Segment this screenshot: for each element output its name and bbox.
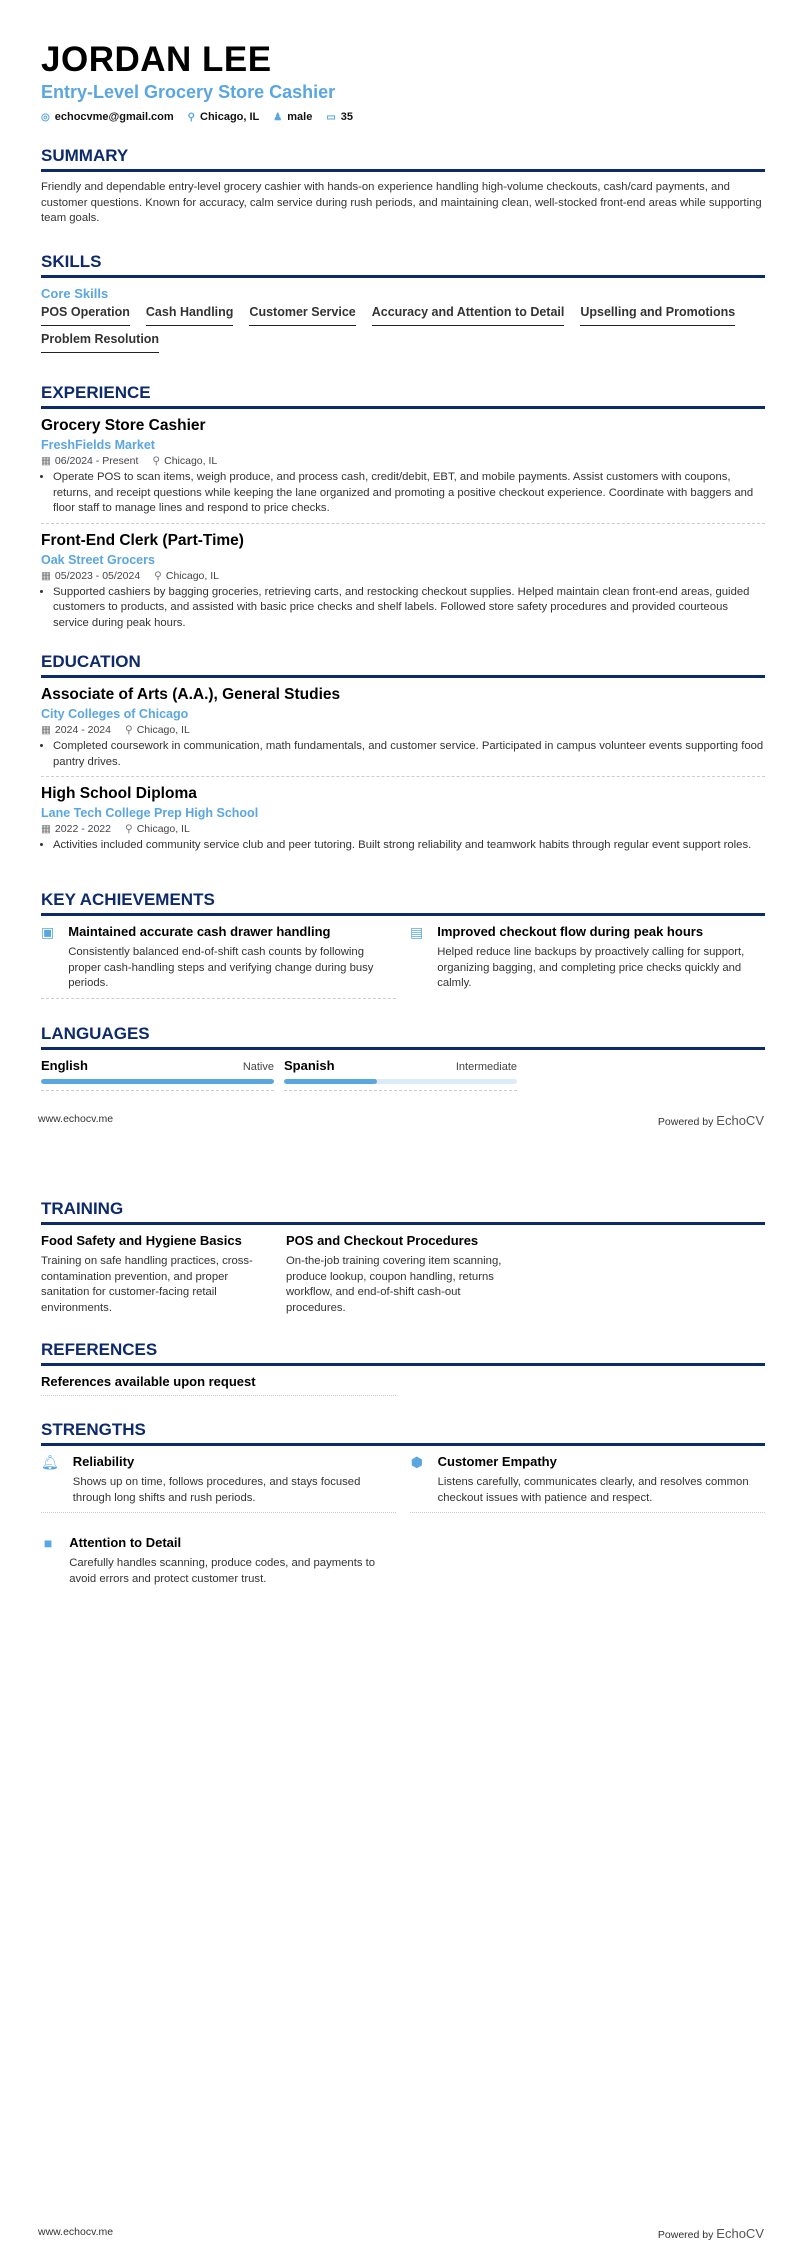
bullet: • Completed coursework in communication, math fundamentals, and customer service. Participated in campus volunteer events supporting food pantry drives. xyxy=(53,739,765,770)
language-name: English xyxy=(41,1058,88,1073)
email-icon: ◎ xyxy=(41,112,50,123)
location: Chicago, IL xyxy=(136,724,190,736)
achievement-title: Improved checkout flow during peak hours xyxy=(437,924,704,939)
summary-section xyxy=(41,146,765,227)
clipboard-icon: ▤ xyxy=(410,924,424,940)
section-heading: LANGUAGES xyxy=(41,1024,765,1050)
achievement-text: Helped reduce line backups by proactively calling for support, organizing bagging, and completing price checks quickly and calmly. xyxy=(437,946,745,989)
bell-icon: 🔔︎ xyxy=(41,1454,59,1470)
section-heading: REFERENCES xyxy=(41,1340,765,1366)
strength-text: Carefully handles scanning, produce codes, and payments to avoid errors and protect customer trust. xyxy=(69,1557,376,1585)
footer-url[interactable]: www.echocv.me xyxy=(38,1113,114,1125)
education-item xyxy=(41,686,765,777)
location-icon: ⚲ xyxy=(124,823,133,835)
section-heading: KEY ACHIEVEMENTS xyxy=(41,890,765,916)
strength-item xyxy=(41,1454,396,1513)
strength-text: Shows up on time, follows procedures, and stays focused through long shifts and rush periods. xyxy=(72,1476,361,1504)
dates: 05/2023 - 05/2024 xyxy=(54,569,141,582)
powered-by: Powered by xyxy=(657,2229,714,2241)
language-item xyxy=(284,1058,517,1091)
strength-item xyxy=(410,1454,765,1513)
cash-register-icon: ▣ xyxy=(41,924,55,940)
location-icon: ⚲ xyxy=(187,112,195,123)
job-title: Entry-Level Grocery Store Cashier xyxy=(41,82,336,102)
dates: 06/2024 - Present xyxy=(54,455,139,467)
calendar-icon: ▦ xyxy=(41,455,51,467)
achievement-item xyxy=(410,924,765,1007)
skills-section xyxy=(41,252,765,353)
summary-text: Friendly and dependable entry-level grocery cashier with hands-on experience handling high-volume checkouts, cash/card payments, and customer questions. Known for accuracy, calm service during rush periods, and maintaining clean, well-stocked front-end areas while supporting team goals. xyxy=(41,181,762,224)
experience-section xyxy=(41,383,765,631)
degree: High School Diploma xyxy=(41,785,197,802)
company-name: Oak Street Grocers xyxy=(41,552,155,567)
skill-item: Upselling and Promotions xyxy=(580,305,735,326)
candidate-name: JORDAN LEE xyxy=(41,40,272,79)
calendar-icon: ▭ xyxy=(326,112,336,123)
language-bar-fill xyxy=(41,1079,274,1084)
training-item xyxy=(286,1233,516,1316)
section-heading: EXPERIENCE xyxy=(41,383,765,409)
achievements-section xyxy=(41,890,765,1007)
achievement-title: Maintained accurate cash drawer handling xyxy=(68,924,331,939)
location-icon: ⚲ xyxy=(124,724,133,736)
bullet: • Activities included community service club and peer tutoring. Built strong reliability and teamwork habits through regular event support roles. xyxy=(53,838,765,854)
contact-info xyxy=(41,111,765,123)
training-title: POS and Checkout Procedures xyxy=(286,1233,479,1248)
calendar-icon: ▦ xyxy=(41,724,51,736)
section-heading: STRENGTHS xyxy=(41,1420,765,1446)
strengths-section xyxy=(41,1420,765,1587)
cube-icon: ⬢ xyxy=(410,1454,423,1470)
briefcase-icon: ■ xyxy=(43,1535,53,1551)
page-footer xyxy=(38,1113,764,1128)
age: 35 xyxy=(340,111,354,123)
school: City Colleges of Chicago xyxy=(41,707,189,721)
school: Lane Tech College Prep High School xyxy=(41,806,259,820)
person-icon: ♟ xyxy=(273,112,283,123)
section-heading: TRAINING xyxy=(41,1199,765,1225)
language-bar xyxy=(41,1079,274,1084)
page-footer xyxy=(38,2226,764,2241)
training-text: On-the-job training covering item scanning, produce lookup, coupon handling, returns workflow, and end-of-shift cash-out procedures. xyxy=(286,1255,502,1314)
brand-logo[interactable]: EchoCV xyxy=(716,1113,764,1128)
bullet: • Supported cashiers by bagging groceries, retrieving carts, and restocking checkout supplies. Helped maintain clean front-end areas, guided customers to products, and assisted with basic price checks and shelf labels. Followed store safety procedures and provided courteous service during peak hours. xyxy=(53,585,765,632)
strength-title: Reliability xyxy=(72,1454,135,1469)
email[interactable]: echocvme@gmail.com xyxy=(54,111,174,123)
language-item xyxy=(41,1058,274,1091)
position-title: Grocery Store Cashier xyxy=(41,417,206,434)
education-section xyxy=(41,652,765,854)
section-heading: SKILLS xyxy=(41,252,765,278)
experience-item xyxy=(41,417,765,524)
powered-by: Powered by xyxy=(657,1116,714,1128)
language-bar xyxy=(284,1079,517,1084)
location: Chicago, IL xyxy=(165,569,219,582)
languages-section xyxy=(41,1024,765,1099)
location: Chicago, IL xyxy=(164,455,218,467)
footer-url[interactable]: www.echocv.me xyxy=(38,2226,114,2238)
education-item xyxy=(41,785,765,854)
training-text: Training on safe handling practices, cross-contamination prevention, and proper sanitation for customer-facing retail environments. xyxy=(41,1255,253,1314)
degree: Associate of Arts (A.A.), General Studies xyxy=(41,686,341,703)
skill-item: Cash Handling xyxy=(146,305,234,326)
company-name: FreshFields Market xyxy=(41,438,155,452)
location-icon: ⚲ xyxy=(152,455,161,467)
language-bar-fill xyxy=(284,1079,377,1084)
calendar-icon: ▦ xyxy=(41,823,51,835)
strength-item xyxy=(41,1535,396,1587)
position-title: Front-End Clerk (Part-Time) xyxy=(41,531,244,549)
strength-title: Attention to Detail xyxy=(69,1535,182,1550)
location-icon: ⚲ xyxy=(154,569,162,582)
dates: 2024 - 2024 xyxy=(54,724,111,736)
achievement-item xyxy=(41,924,396,999)
strength-title: Customer Empathy xyxy=(437,1454,557,1469)
language-level: Native xyxy=(242,1061,274,1073)
achievement-text: Consistently balanced end-of-shift cash counts by following proper cash-handling steps and verifying change during busy periods. xyxy=(68,946,374,989)
strength-text: Listens carefully, communicates clearly, and resolves common checkout issues with patience and respect. xyxy=(437,1476,749,1504)
skill-item: Problem Resolution xyxy=(41,332,159,353)
location: Chicago, IL xyxy=(136,823,190,835)
resume-header xyxy=(41,40,765,123)
training-item xyxy=(41,1233,271,1316)
dates: 2022 - 2022 xyxy=(54,823,111,835)
language-level: Intermediate xyxy=(455,1061,517,1073)
skill-item: Customer Service xyxy=(249,305,355,326)
calendar-icon: ▦ xyxy=(41,569,51,582)
language-name: Spanish xyxy=(284,1058,335,1073)
skill-item: Accuracy and Attention to Detail xyxy=(372,305,565,326)
brand-logo[interactable]: EchoCV xyxy=(716,2226,764,2241)
training-title: Food Safety and Hygiene Basics xyxy=(41,1233,242,1248)
gender: male xyxy=(287,111,313,123)
bullet: • Operate POS to scan items, weigh produce, and process cash, credit/debit, EBT, and mobile payments. Assist customers with coupons, returns, and receipt questions while keeping the lane organized and promoting a positive checkout experience. Coordinate with baggers and floor staff to manage lines and respond to price checks. xyxy=(53,470,765,517)
references-section xyxy=(41,1340,765,1402)
skill-item: POS Operation xyxy=(41,305,130,326)
section-heading: SUMMARY xyxy=(41,146,765,172)
section-heading: EDUCATION xyxy=(41,652,765,678)
training-section xyxy=(41,1199,765,1316)
experience-item xyxy=(41,532,765,632)
skills-group-title: Core Skills xyxy=(41,286,109,301)
references-text: References available upon request xyxy=(41,1374,396,1396)
location: Chicago, IL xyxy=(200,111,260,123)
